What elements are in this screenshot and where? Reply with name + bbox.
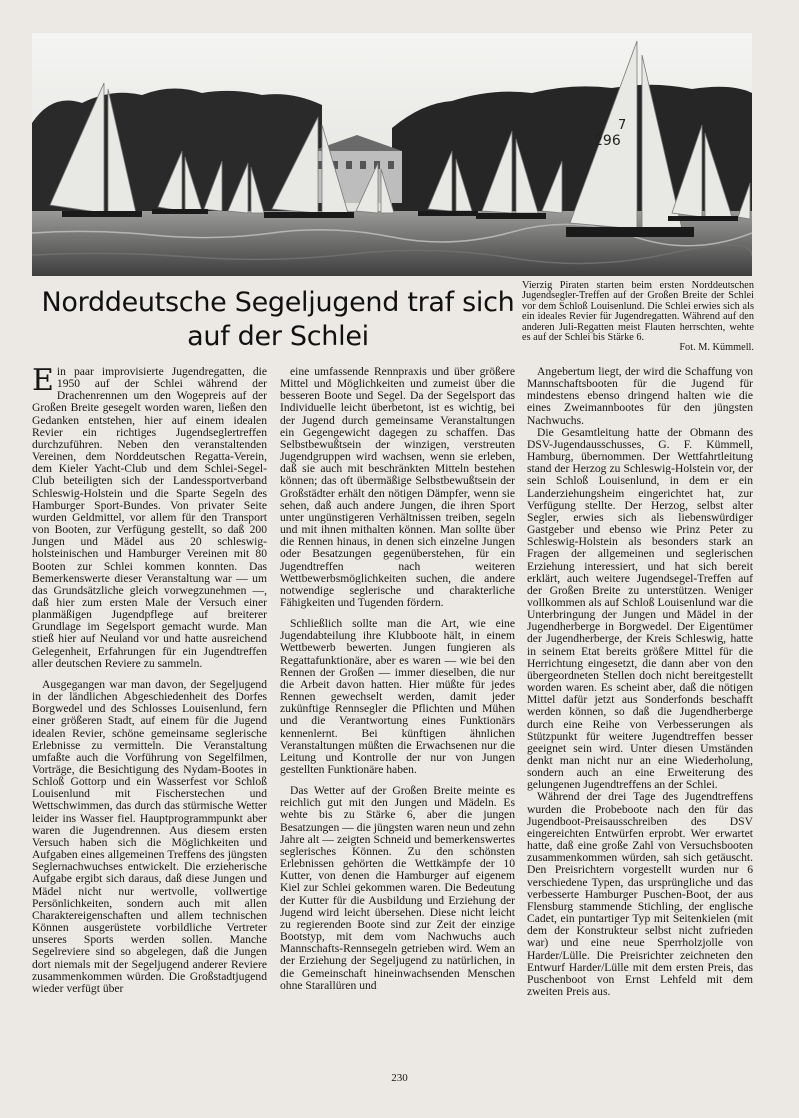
drop-cap: E (32, 363, 54, 398)
page-number: 230 (391, 1072, 408, 1084)
paragraph-text: in paar improvisierte Jugendregatten, die 1950 auf der Schlei während der Drachenrennen um den Wogepreis auf der Großen Breite gesegelt worden waren, ließen den Gedanken entstehen, hier auf einem idealen Revier ein richtiges Jugendseglertreffen durchzuführen. Neben den veranstaltenden Vereinen, dem Norddeutschen Regatta-Verein, dem Kieler Yacht-Club und dem Schlei-Segel-Club beteiligten sich der Landessportverband Schleswig-Holstein und die Sparte Segeln des Hamburger Sport-Bundes. Von privater Seite wurden Geldmittel, vor allem für den Transport von Booten, zur Verfügung gestellt, so daß 200 Jungen und Mädel aus 20 schleswig-holsteinischen und Hamburger Vereinen mit 80 Booten zur Schlei kommen konnten. Das Bemerkenswerte dieser Veranstaltung war — um das Grundsätzliche gleich vorwegzunehmen —, daß hier zum ersten Male der Versuch einer planmäßigen Jugendpflege auf breiterer Grundlage im Segelsport gemacht wurde. Man stieß hier auf Neuland vor und hatte ausreichend Gelegenheit, Erfahrungen für ein Jugendtreffen aller deutschen Reviere zu sammeln. (32, 365, 267, 670)
photo-caption (522, 281, 754, 354)
paragraph: Während der drei Tage des Jugendtreffens wurden die Probeboote nach den für das Jugendboot-Preisausschreiben des DSV eingereichten Entwürfen erprobt. Wer erwartet hatte, daß eine große Zahl von Versuchsbooten zusammenkommen würden, sah sich getäuscht. Den Preisrichtern vorgestellt wurden nur 6 verschiedene Typen, das ursprüngliche und das verbesserte Hamburger Puschen-Boot, der aus Flensburg stammende Stichling, der englische Cadet, ein puntartiger Typ mit Seitenkielen (mit dem der Konstrukteur selbst nicht zufrieden war) und eine neue Sperrholzjolle von Harder/Lülle. Die Preisrichter zeichneten den Entwurf Harder/Lülle mit dem ersten Preis, das Puschenboot von Ernst Lehfeld mit dem zweiten Preis aus. (527, 790, 753, 998)
headline-line-2: auf der Schlei (187, 321, 369, 352)
sail-number-7: 7 (618, 118, 627, 133)
sail-number-296: 296 (594, 133, 621, 149)
article-column-2 (280, 366, 515, 992)
paragraph: Das Wetter auf der Großen Breite meinte es reichlich gut mit den Jungen und Mädeln. Es wehte bis zu Stärke 6, aber die jungen Besatzungen — die jüngsten waren neun und zehn Jahre alt — zeigten Schneid und bemerkenswertes seglerisches Können. Zu den schönsten Erlebnissen gehörten die Wettkämpfe der 10 Kutter, von denen die Hamburger auf eigenem Kiel zur Schlei gekommen waren. Die Bedeutung der Kutter für die Ausbildung und Erziehung der Jugend wird leicht übersehen. Diese nicht leicht zu regierenden Boote sind zur Zeit der einzige Bootstyp, mit dem vom Nachwuchs auch Mannschafts-Rennsegeln getrieben wird. Wem an der Erziehung der Segeljugend zu natürlichen, in die Gemeinschaft hineinwachsenden Menschen ohne Starallüren und (280, 784, 515, 992)
paragraph: Die Gesamtleitung hatte der Obmann des DSV-Jugendausschusses, G. F. Kümmell, Hamburg, übernommen. Der Wettfahrtleitung stand der Herzog zu Schleswig-Holstein vor, der sein Schloß Louisenlund, in dem er ein Landerziehungsheim eingerichtet hat, zur Verfügung stellte. Der Herzog, selbst alter Segler, erwies sich als liebenswürdiger Gastgeber und ebenso wie Prinz Peter zu Schleswig-Holstein als besonders stark an Fragen der allgemeinen und seglerischen Erziehung interessiert, und hat sich bereit erklärt, auch weitere Jugendsegel-Treffen auf der Großen Breite zu unterstützen. Weniger vollkommen als auf Schloß Louisenlund war die Unterbringung der Jungen und Mädel in der Jugendherberge in Borgwedel. Der Eigentümer der Jugendherberge, der Kreis Schleswig, hatte in seinem Etat bereits größere Mittel für die Herrichtung eingesetzt, die dann aber von den übergeordneten Stellen doch nicht bereitgestellt worden waren. Es scheint aber, daß die nötigen Mittel dafür jetzt aus Sonderfonds beschafft werden können, so daß die Jugendherberge durch eine Reihe von Verbesserungen als Stützpunkt für weitere Jugendtreffen besser geeignet sein wird. Unter diesen Umständen denkt man nicht nur an eine Wiederholung, sondern auch an eine Erweiterung des gelungenen Jugendtreffens an der Schlei. (527, 425, 753, 792)
article-column-3 (527, 366, 753, 998)
regatta-photo (32, 33, 752, 276)
paragraph: Ausgegangen war man davon, der Segeljugend in der ländlichen Abgeschiedenheit des Dorfes Borgwedel und des Schlosses Louisenlund, fern einer größeren Stadt, auf einem für die Jugend idealen Revier, schöne gemeinsame seglerische Erlebnisse zu vermitteln. Die Veranstaltung umfaßte auch die Vorführung von Segelfilmen, Vorträge, die Besichtigung des Nydam-Bootes in Schloß Gottorp und ein Wasserfest vor Schloß Louisenlund mit Fischerstechen und Wettschwimmen, das durch das stürmische Wetter leider ins Wasser fiel. Hauptprogrammpunkt aber waren die Jugendrennen. Aus diesem ersten Versuch haben sich die Möglichkeiten und Aufgaben eines allgemeinen Treffens des jüngsten Seglernachwuchses entwickelt. Die erzieherische Aufgabe ergibt sich daraus, daß diese Jungen und Mädel nicht nur wertvolle, vollwertige Persönlichkeiten, sondern auch mit allen Charaktereigenschaften und allem technischen Können ausgerüstete vorbildliche Vertreter unseres Sports werden sollen. Manche Segelreviere sind so abgelegen, daß die Jungen dort niemals mit der Segeljugend anderer Reviere zusammenkommen würden. Die Großstadtjugend wieder verfügt über (32, 677, 267, 995)
paragraph: eine umfassende Rennpraxis und über größere Mittel und Möglichkeiten und zumeist über die besseren Boote und Segel. Da der Segelsport das Individuelle leicht überbetont, ist es wichtig, bei der Jugend durch gemeinsame Veranstaltungen ein Gegengewicht dagegen zu schaffen. Das Selbstbewußtsein der winzigen, verstreuten Jugendgruppen wird wachsen, wenn sie erleben, daß sie auch mit beschränkten Mitteln bestehen können; das oft übermäßige Selbstbewußtsein der Großstädter erhält den nötigen Dämpfer, wenn sie sehen, daß auch andere Jungen, die ihren Sport unter ungünstigeren Verhältnissen treiben, segeln und mit ihnen mithalten können. Man sollte über die Rennen hinaus, in denen sich einzelne Jungen oder Besatzungen gegenüberstehen, für ein Jugendtreffen nach weiteren Wettbewerbsmöglichkeiten suchen, die andere notwendige seglerische und charakterliche Fähigkeiten und Tugenden fördern. (280, 365, 515, 609)
paragraph (32, 363, 267, 670)
headline-line-1: Norddeutsche Segeljugend traf sich (41, 287, 515, 318)
caption-text: Vierzig Piraten starten beim ersten Norddeutschen Jugendsegler-Treffen auf der Großen Breite der Schlei vor dem Schloß Louisenlund. Die Schlei erwies sich als ein ideales Revier für Jugendregatten. Während auf den anderen Juli-Regatten meist Flauten herrschten, wehte es auf der Schlei bis Stärke 6. (522, 280, 754, 344)
sailboats-image (32, 33, 752, 276)
photo-credit: Fot. M. Kümmell. (679, 342, 754, 354)
article-headline (40, 286, 516, 354)
paragraph: Schließlich sollte man die Art, wie eine Jugendabteilung ihre Klubboote hält, in einem Wettbewerb bewerten. Jungen fungieren als Regattafunktionäre, aber es waren — wie bei den Rennen der Großen — immer dieselben, die nur die Arbeit davon hatten. Hier müßte für jedes Rennen gewechselt werden, damit jeder zukünftige Rennsegler die Pflichten und Mühen und die Verantwortung eines Funktionärs kennenlernt. Bei künftigen ähnlichen Veranstaltungen müßten die Erwachsenen nur die Leitung und Kontrolle der nur von Jungen gestellten Funktionäre haben. (280, 617, 515, 776)
paragraph: Angebertum liegt, der wird die Schaffung von Mannschaftsbooten für die Jugend für mindestens ebenso dringend halten wie die eines Zweimannbootes für den jüngsten Nachwuchs. (527, 365, 753, 427)
article-column-1 (32, 363, 267, 995)
